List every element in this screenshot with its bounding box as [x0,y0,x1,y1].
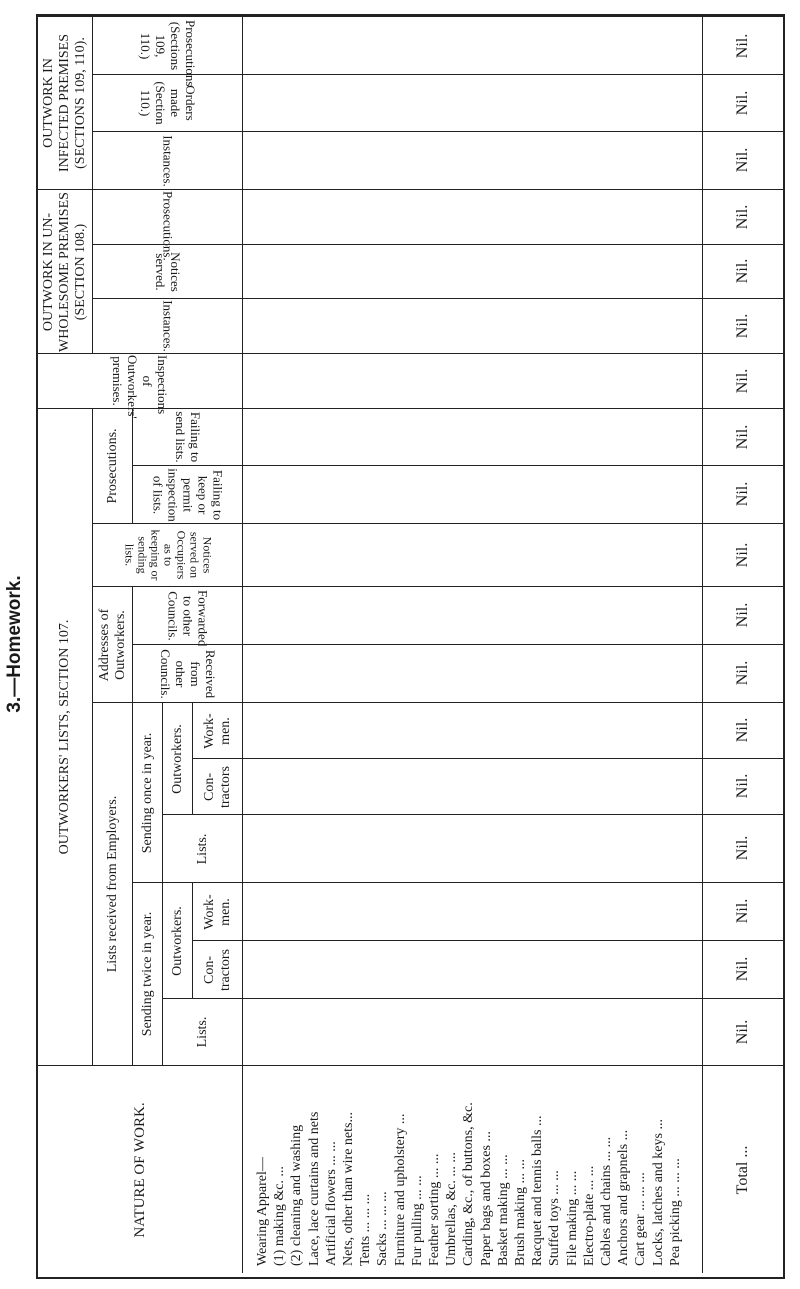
group-addresses: Addresses of Outworkers. [92,586,132,702]
col-inf-instances: Instances. [92,131,242,189]
nature-item: Stuffed toys ... ... [547,1170,563,1266]
nature-item: Anchors and grapnels ... [616,1129,632,1266]
col-nature-of-work: NATURE OF WORK. [38,1065,242,1273]
group-unwholesome: OUTWORK IN UN-WHOLESOME PREMISES (SECTION 108.) [38,189,92,353]
nature-item: Locks, latches and keys ... [650,1119,666,1266]
nil-cell: Nil. [733,33,751,58]
nature-item: Cables and chains ... ... [599,1136,614,1266]
col-addr-forwarded: Forwarded to other Councils. [132,586,242,644]
nature-item: Furniture and upholstery ... [392,1113,408,1266]
page-heading: 3.—Homework. [4,575,25,713]
col-unw-notices: Notices served. [92,244,242,298]
col-twice-contractors: Con-tractors [192,940,242,998]
nature-item: Fur pulling ... ... [409,1175,425,1266]
nil-cell: Nil. [733,660,751,686]
col-inf-orders: Orders made (Section 110.) [92,74,242,131]
group-lists-received: Lists received from Employers. [92,702,132,1065]
nil-cell: Nil. [733,542,751,567]
col-twice-workmen: Work-men. [192,882,242,940]
nil-cell: Nil. [733,258,751,284]
group-twice-outworkers: Outworkers. [162,882,192,998]
nil-cell: Nil. [733,424,751,449]
nil-cell: Nil. [733,835,751,861]
group-sending-once: Sending once in year. [132,702,162,882]
col-addr-received: Received from other Councils. [132,644,242,702]
nil-cell: Nil. [733,90,751,115]
nil-cell: Nil. [733,147,751,173]
nature-item: Pea picking ... ... ... [667,1158,683,1266]
group-once-outworkers: Outworkers. [162,702,192,814]
homework-table [36,14,785,1279]
nature-item: Basket making ... ... [495,1154,511,1266]
nil-cell: Nil. [733,313,751,338]
nature-item: Racquet and tennis balls ... [530,1115,546,1266]
col-once-workmen: Work-men. [192,702,242,758]
nil-cell: Nil. [733,898,751,924]
nil-cell: Nil. [733,1019,751,1044]
nature-item: (1) making &c. ... [272,1166,288,1266]
nature-item: Brush making ... ... [513,1159,528,1266]
nature-item: Tents ... ... ... [358,1193,374,1266]
nature-item: Wearing Apparel— [255,1157,270,1266]
col-once-lists: Lists. [162,814,242,882]
nil-cell: Nil. [733,717,751,743]
nil-cell: Nil. [733,956,751,982]
col-pros-failing-send: Failing to send lists. [132,408,242,465]
nature-item: Artificial flowers ... ... [323,1141,339,1266]
nature-item: Electro-plate ... ... [581,1165,597,1266]
total-label-cell: Total ... [702,1065,783,1273]
col-pros-failing-keep: Failing to keep or permit inspection of lists. [132,465,242,523]
col-inf-prosecutions: Prosecutions (Sections 109, 110.) [92,17,242,74]
nil-cell: Nil. [733,368,751,393]
col-twice-lists: Lists. [162,998,242,1065]
nature-item: Carding, &c., of buttons, &c. [461,1102,477,1266]
col-unw-instances: Instances. [92,298,242,353]
nature-item: Nets, other than wire nets... [341,1112,356,1266]
nature-item: Sacks ... ... ... [375,1191,391,1266]
data-area [242,17,702,1065]
nil-cell: Nil. [733,204,751,229]
nature-item: (2) cleaning and washing [289,1124,305,1266]
nil-cell: Nil. [733,773,751,799]
group-prosecutions: Prosecutions. [92,408,132,523]
nil-cell: Nil. [733,481,751,507]
nature-item: File making ... ... [564,1170,580,1266]
col-inspections: Inspections of Outworkers' premises. [38,353,242,408]
nature-item: Umbrellas, &c. ... ... [444,1152,460,1266]
nature-item: Lace, lace curtains and nets [306,1111,322,1266]
nature-items-area [242,1065,702,1273]
col-unw-prosecutions: Prosecutions. [92,189,242,244]
nature-item: Cart gear ... ... ... [633,1172,649,1266]
nil-cell: Nil. [733,602,751,628]
col-once-contractors: Con-tractors [192,758,242,814]
group-infected: OUTWORK IN INFECTED PREMISES (SECTIONS 109, 110). [41,33,88,173]
group-lists: OUTWORKERS' LISTS, SECTION 107. [38,408,92,1065]
group-sending-twice: Sending twice in year. [132,882,162,1065]
nature-item: Feather sorting ... ... [427,1153,442,1266]
col-notices-served: Notices served on Occupiers as to keeping or sending lists. [92,523,242,586]
nature-item: Paper bags and boxes ... [478,1131,494,1266]
